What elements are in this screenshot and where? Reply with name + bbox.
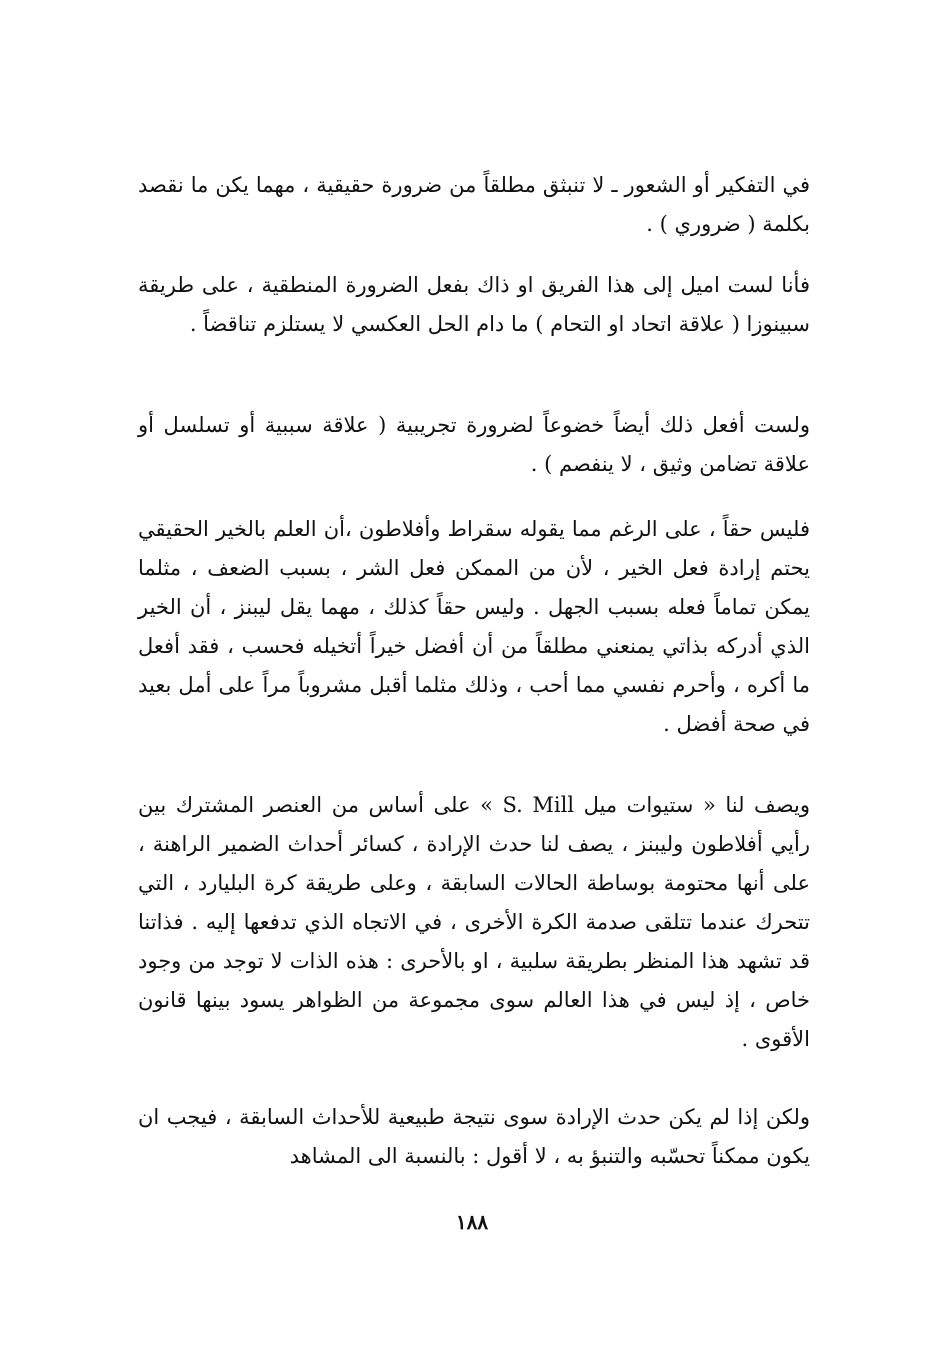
paragraph-1: في التفكير أو الشعور ـ لا تنبثق مطلقاً من ضرورة حقيقية ، مهما يكن ما نقصد بكلمة ( ضروري ) . — [138, 173, 810, 236]
page-number: ١٨٨ — [455, 1210, 489, 1234]
paragraph-3: ولست أفعل ذلك أيضاً خضوعاً لضرورة تجريبية ( علاقة سببية أو تسلسل أو علاقة تضامن وثيق ، لا ينفصم ) . — [138, 413, 810, 476]
paragraph-6: ولكن إذا لم يكن حدث الإرادة سوى نتيجة طبيعية للأحداث السابقة ، فيجب ان يكون ممكناً تحسّبه والتنبؤ به ، لا أقول : بالنسبة الى المشاهد — [138, 1105, 810, 1168]
paragraph-5: ويصف لنا « ستيوات ميل S. Mill » على أساس من العنصر المشترك بين رأيي أفلاطون وليبنز ، يصف لنا حدث الإرادة ، كسائر أحداث الضمير الراهنة ، على أنها محتومة بوساطة الحالات السابقة ، وعلى طريقة كرة البليارد ، التي تتحرك عندما تتلقى صدمة الكرة الأخرى ، في الاتجاه الذي تدفعها إليه . فذاتنا قد تشهد هذا المنظر بطريقة سلبية ، او بالأحرى : هذه الذات لا توجد من وجود خاص ، إذ ليس في هذا العالم سوى مجموعة من الظواهر يسود بينها قانون الأقوى . — [138, 793, 810, 1051]
paragraph-4: فليس حقاً ، على الرغم مما يقوله سقراط وأفلاطون ،أن العلم بالخير الحقيقي يحتم إرادة فعل الخير ، لأن من الممكن فعل الشر ، بسبب الضعف ، مثلما يمكن تماماً فعله بسبب الجهل . وليس حقاً كذلك ، مهما يقل ليبنز ، أن الخير الذي أدركه بذاتي يمنعني مطلقاً من أن أفضل خيراً أتخيله فحسب ، فقد أفعل ما أكره ، وأحرم نفسي مما أحب ، وذلك مثلما أقبل مشروباً مراً على أمل بعيد في صحة أفضل . — [138, 517, 810, 736]
paragraph-2: فأنا لست اميل إلى هذا الفريق او ذاك بفعل الضرورة المنطقية ، على طريقة سبينوزا ( علاقة اتحاد او التحام ) ما دام الحل العكسي لا يستلزم تناقضاً . — [138, 273, 810, 336]
